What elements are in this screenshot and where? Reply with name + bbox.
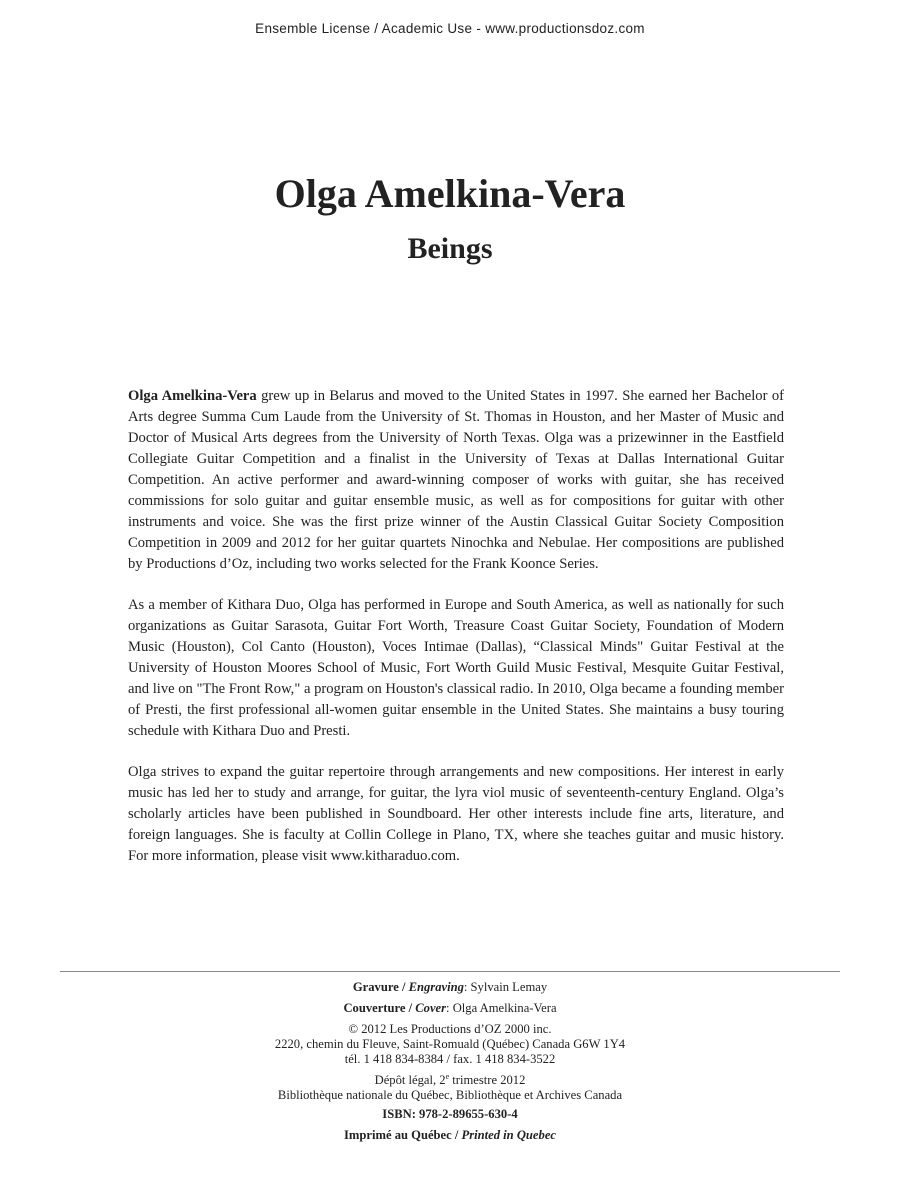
divider xyxy=(60,971,840,972)
biography xyxy=(128,386,784,887)
deposit-sup: e xyxy=(445,1071,450,1081)
cover-value: : Olga Amelkina-Vera xyxy=(446,1001,557,1015)
printed-in xyxy=(0,1128,900,1143)
bio-paragraph-3: Olga strives to expand the guitar repertoire through arrangements and new compositions. Her interest in early music has led her to study and arrange, for guitar, the lyra viol music of seventeenth-century England. Olga’s scholarly articles have been published in Soundboard. Her other interests include fine arts, literature, and foreign languages. She is faculty at Collin College in Plano, TX, where she teaches guitar and music history. For more information, please visit www.kitharaduo.com. xyxy=(128,764,784,864)
isbn xyxy=(0,1107,900,1122)
engraving-value: : Sylvain Lemay xyxy=(463,980,548,994)
copyright: © 2012 Les Productions d’OZ 2000 inc. xyxy=(348,1022,552,1036)
libraries: Bibliothèque nationale du Québec, Bibliothèque et Archives Canada xyxy=(277,1088,623,1102)
isbn-text: ISBN: 978-2-89655-630-4 xyxy=(382,1107,518,1121)
license-header: Ensemble License / Academic Use - www.productionsdoz.com xyxy=(255,21,645,36)
cover-credit xyxy=(0,1001,900,1016)
colophon xyxy=(0,980,900,1143)
address: 2220, chemin du Fleuve, Saint-Romuald (Québec) Canada G6W 1Y4 xyxy=(274,1037,626,1051)
cover-label-en: Cover xyxy=(415,1001,447,1015)
phone-fax: tél. 1 418 834-8384 / fax. 1 418 834-3522 xyxy=(344,1052,556,1066)
work-title: Beings xyxy=(407,232,493,265)
deposit-suffix: trimestre 2012 xyxy=(449,1073,526,1087)
cover-label-fr: Couverture / xyxy=(343,1001,416,1015)
printed-en: Printed in Quebec xyxy=(461,1128,556,1142)
bio-paragraph-1 xyxy=(128,386,784,575)
bio-paragraph-1-text: grew up in Belarus and moved to the United States in 1997. She earned her Bachelor of Arts degree Summa Cum Laude from the University of St. Thomas in Houston, and her Master of Music and Doctor of Musical Arts degrees from the University of North Texas. Olga was a prizewinner in the Eastfield Collegiate Guitar Competition and a finalist in the University of Texas at Dallas International Guitar Competition. An active performer and award-winning composer of works with guitar, she has received commissions for solo guitar and guitar ensemble music, as well as for compositions for guitar with other instruments and voice. She was the first prize winner of the Austin Classical Guitar Society Composition Competition in 2009 and 2012 for her guitar quartets Ninochka and Nebulae. Her compositions are published by Productions d’Oz, including two works selected for the Frank Koonce Series. xyxy=(128,388,785,572)
composer-name: Olga Amelkina-Vera xyxy=(274,171,626,216)
deposit-prefix: Dépôt légal, 2 xyxy=(374,1073,446,1087)
engraving-label-fr: Gravure / xyxy=(352,980,409,994)
printed-fr: Imprimé au Québec / xyxy=(344,1128,462,1142)
engraving-credit xyxy=(0,980,900,995)
legal-deposit xyxy=(0,1073,900,1088)
bio-paragraph-2: As a member of Kithara Duo, Olga has performed in Europe and South America, as well as nationally for such organizations as Guitar Sarasota, Guitar Fort Worth, Treasure Coast Guitar Society, Foundation of Modern Music (Houston), Col Canto (Houston), Voces Intimae (Dallas), “Classical Minds" Guitar Festival at the University of Houston Moores School of Music, Fort Worth Guild Music Festival, Mesquite Guitar Festival, and live on "The Front Row," a program on Houston's classical radio. In 2010, Olga became a founding member of Presti, the first professional all-women guitar ensemble in the United States. She maintains a busy touring schedule with Kithara Duo and Presti. xyxy=(128,597,784,739)
engraving-label-en: Engraving xyxy=(408,980,464,994)
bio-name: Olga Amelkina-Vera xyxy=(128,388,257,404)
